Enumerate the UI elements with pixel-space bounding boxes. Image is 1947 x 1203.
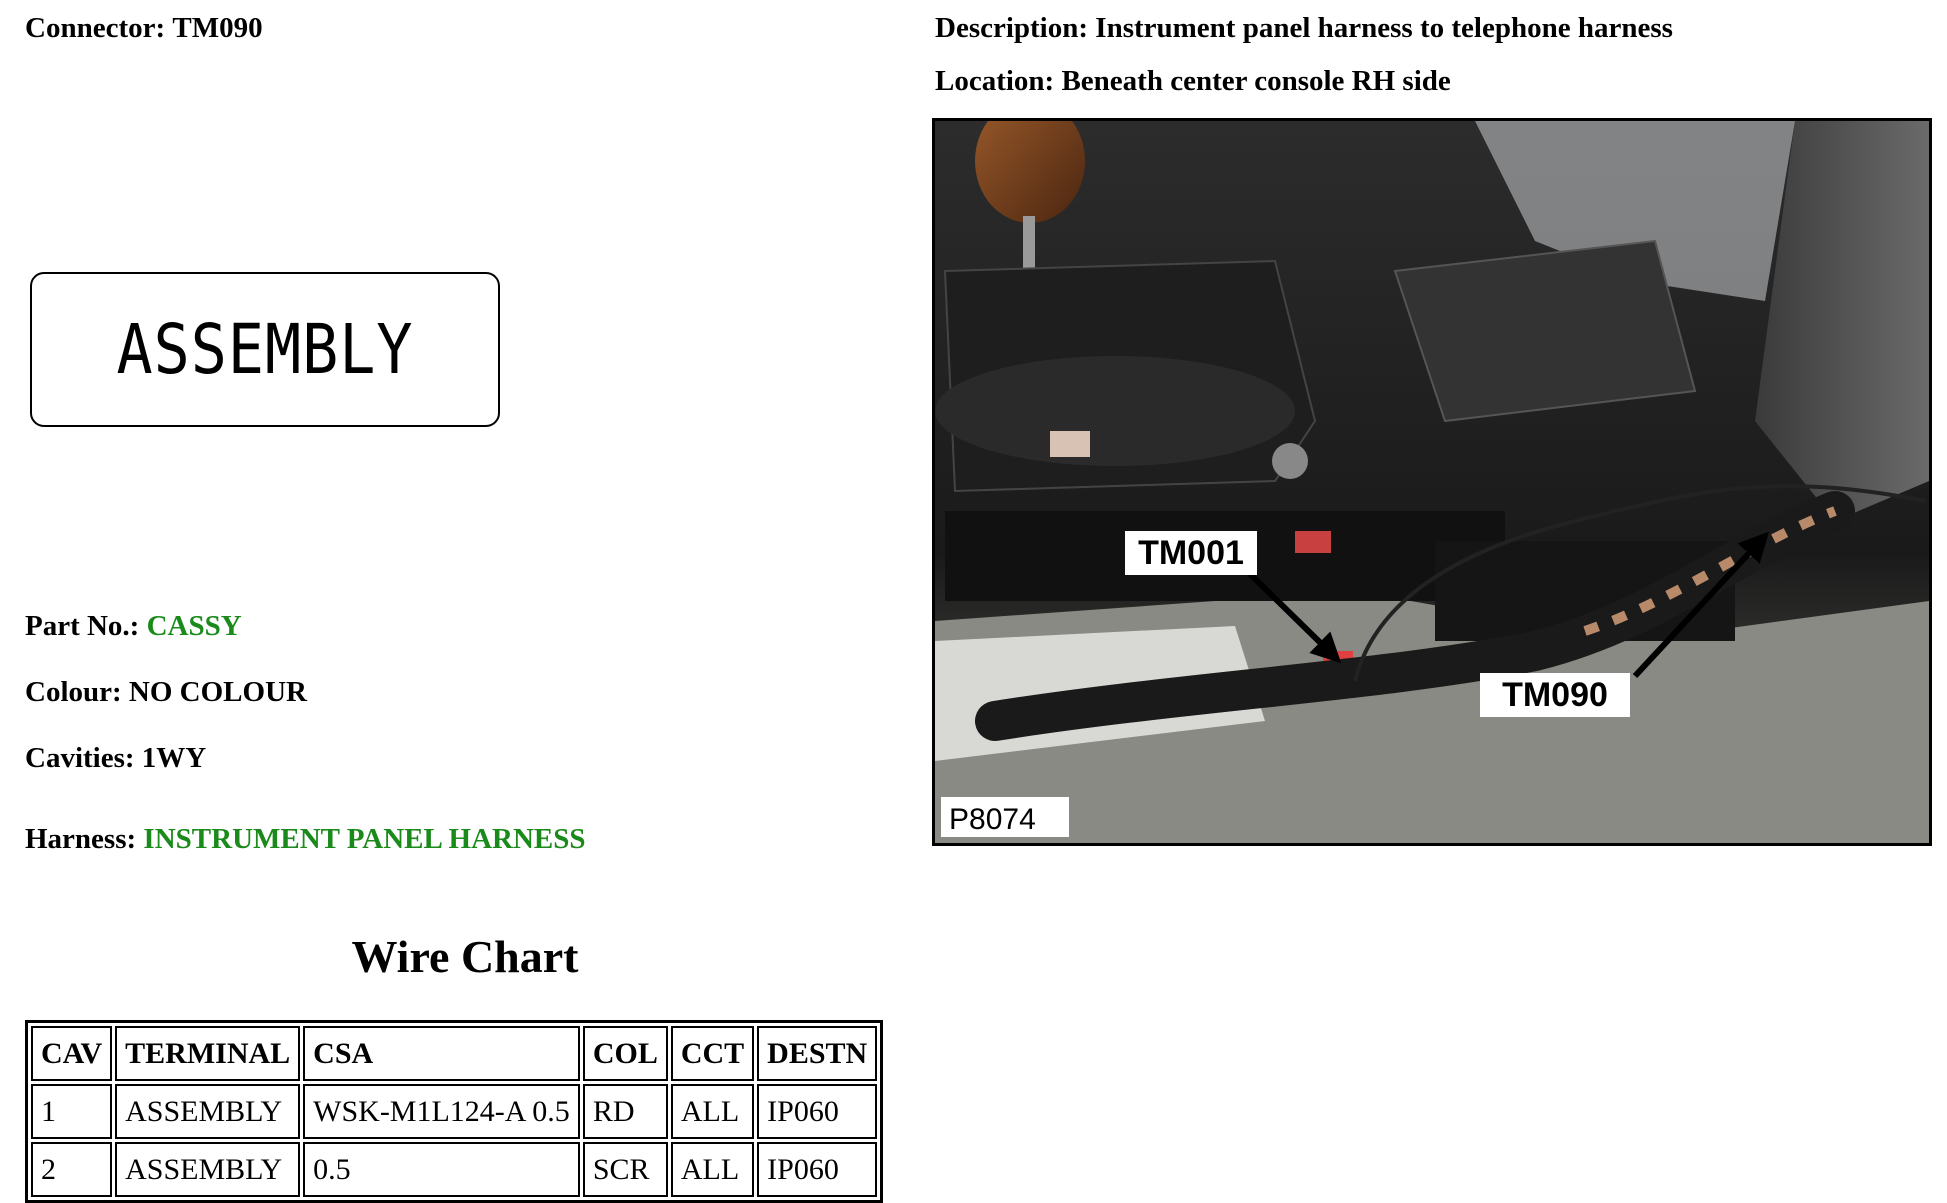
- description-label: Description:: [935, 12, 1089, 44]
- console-bezel: [935, 356, 1295, 466]
- cell-col: RD: [583, 1084, 668, 1139]
- harness-link[interactable]: INSTRUMENT PANEL HARNESS: [143, 823, 586, 855]
- storage-bin: [1395, 241, 1695, 421]
- header-cct: CCT: [671, 1026, 754, 1081]
- connector-face-diagram: [30, 272, 500, 427]
- red-connector-a: [1295, 531, 1331, 553]
- colour-value: NO COLOUR: [128, 676, 307, 708]
- cavities-line: [25, 742, 206, 775]
- header-destn: DESTN: [757, 1026, 877, 1081]
- cavities-value: 1WY: [141, 742, 207, 774]
- part-number-line: [25, 610, 242, 643]
- description-line: [935, 12, 1673, 45]
- cell-cct: ALL: [671, 1084, 754, 1139]
- header-terminal: TERMINAL: [115, 1026, 300, 1081]
- location-line: [935, 65, 1451, 98]
- cell-destn: IP060: [757, 1084, 877, 1139]
- part-number-label: Part No.:: [25, 610, 140, 642]
- tm090-callout: TM090: [1502, 676, 1608, 714]
- connector-value: TM090: [172, 12, 263, 44]
- cell-csa: 0.5: [303, 1142, 580, 1197]
- header-col: COL: [583, 1026, 668, 1081]
- part-number-link[interactable]: CASSY: [146, 610, 242, 642]
- cell-cct: ALL: [671, 1142, 754, 1197]
- tm001-callout: TM001: [1138, 534, 1244, 572]
- cell-csa: WSK-M1L124-A 0.5: [303, 1084, 580, 1139]
- table-header-row: [31, 1026, 877, 1081]
- location-value: Beneath center console RH side: [1061, 65, 1451, 97]
- cell-cav: 1: [31, 1084, 112, 1139]
- cell-terminal: ASSEMBLY: [115, 1142, 300, 1197]
- header-csa: CSA: [303, 1026, 580, 1081]
- table-row: [31, 1084, 877, 1139]
- header-cav: CAV: [31, 1026, 112, 1081]
- colour-line: [25, 676, 307, 709]
- connector-line: [25, 12, 263, 45]
- description-value: Instrument panel harness to telephone harness: [1095, 12, 1673, 44]
- cell-terminal: ASSEMBLY: [115, 1084, 300, 1139]
- figure-id: P8074: [949, 803, 1036, 836]
- connector-label: Connector:: [25, 12, 166, 44]
- location-label: Location:: [935, 65, 1055, 97]
- cell-cav: 2: [31, 1142, 112, 1197]
- wire-chart-table: [25, 1020, 883, 1203]
- assembly-diagram-label: ASSEMBLY: [116, 309, 414, 390]
- table-row: [31, 1142, 877, 1197]
- cell-destn: IP060: [757, 1142, 877, 1197]
- connector-plug: [1050, 431, 1090, 457]
- harness-line: [25, 823, 586, 856]
- cavities-label: Cavities:: [25, 742, 135, 774]
- connector-location-photo: [932, 118, 1932, 846]
- bolt-head: [1272, 443, 1308, 479]
- wire-chart-title: Wire Chart: [351, 931, 579, 982]
- harness-label: Harness:: [25, 823, 137, 855]
- cell-col: SCR: [583, 1142, 668, 1197]
- colour-label: Colour:: [25, 676, 122, 708]
